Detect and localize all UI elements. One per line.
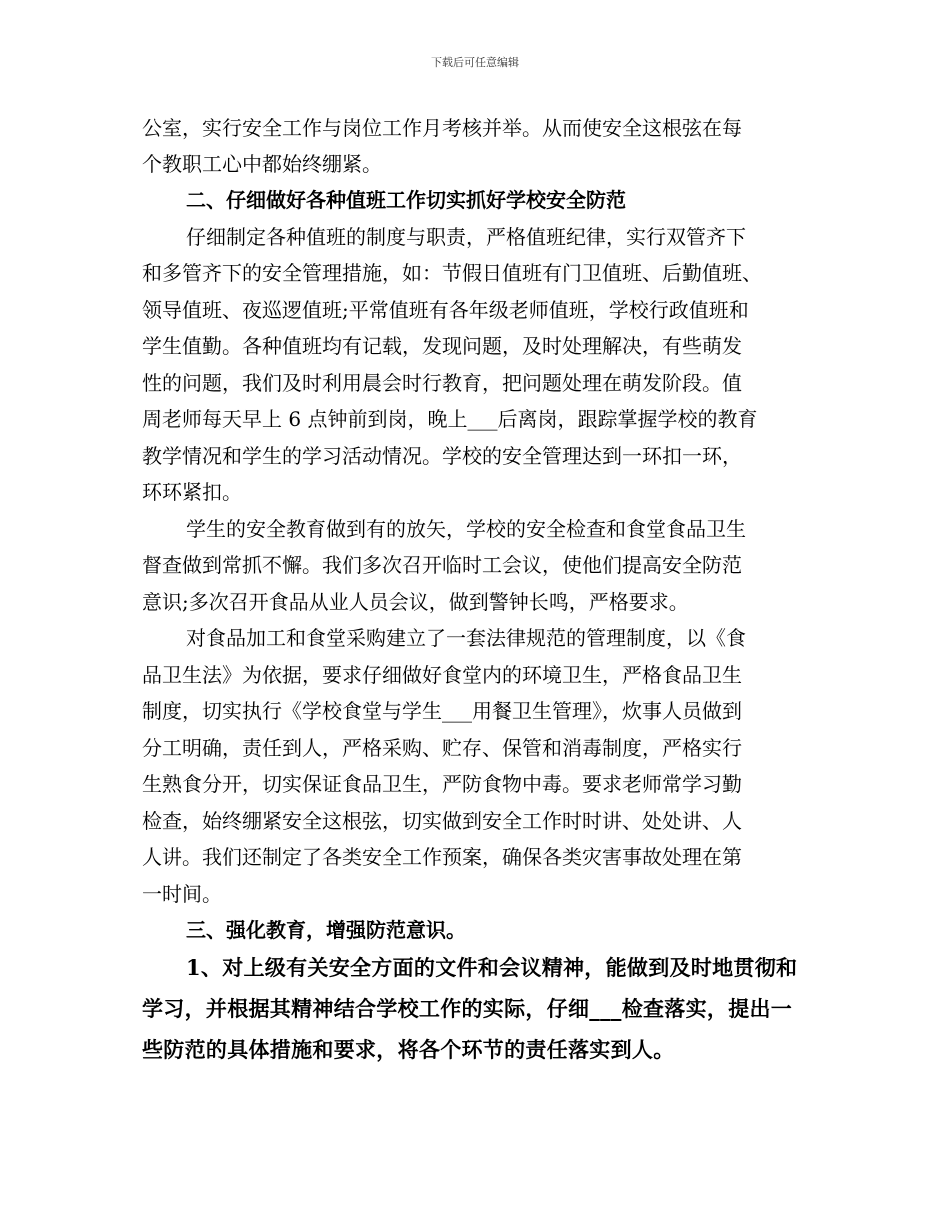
paragraph-line: 检查，始终绷紧安全这根弦，切实做到安全工作时时讲、处处讲、人 xyxy=(142,809,742,833)
paragraph-line: 学生值勤。各种值班均有记载，发现问题，及时处理解决，有些萌发 xyxy=(142,334,742,358)
paragraph-line: 意识;多次召开食品从业人员会议，做到警钟长鸣，严格要求。 xyxy=(142,590,689,614)
paragraph-line: 1、对上级有关安全方面的文件和会议精神，能做到及时地贯彻和 xyxy=(186,955,798,980)
paragraph-line: 对食品加工和食堂采购建立了一套法律规范的管理制度，以《食 xyxy=(186,626,746,650)
page-header: 下载后可任意编辑 xyxy=(431,56,519,69)
paragraph-line: 和多管齐下的安全管理措施，如：节假日值班有门卫值班、后勤值班、 xyxy=(142,261,762,285)
section-heading-2: 二、仔细做好各种值班工作切实抓好学校安全防范 xyxy=(186,188,626,212)
paragraph-line: 学生的安全教育做到有的放矢，学校的安全检查和食堂食品卫生 xyxy=(186,517,746,541)
paragraph-line: 生熟食分开，切实保证食品卫生，严防食物中毒。要求老师常学习勤 xyxy=(142,772,742,796)
paragraph-line: 个教职工心中都始终绷紧。 xyxy=(142,152,382,176)
paragraph-line: 教学情况和学生的学习活动情况。学校的安全管理达到一环扣一环， xyxy=(142,444,742,468)
paragraph-line: 学习，并根据其精神结合学校工作的实际，仔细___检查落实，提出一 xyxy=(142,996,793,1021)
paragraph-line: 周老师每天早上 6 点钟前到岗，晚上___后离岗，跟踪掌握学校的教育 xyxy=(142,407,758,431)
paragraph-line: 领导值班、夜巡逻值班;平常值班有各年级老师值班，学校行政值班和 xyxy=(142,298,749,322)
paragraph-line: 分工明确，责任到人，严格采购、贮存、保管和消毒制度，严格实行 xyxy=(142,736,742,760)
paragraph-line: 一时间。 xyxy=(142,882,222,906)
paragraph-line: 督查做到常抓不懈。我们多次召开临时工会议，使他们提高安全防范 xyxy=(142,553,742,577)
paragraph-line: 公室，实行安全工作与岗位工作月考核并举。从而使安全这根弦在每 xyxy=(142,116,742,140)
paragraph-line: 人讲。我们还制定了各类安全工作预案，确保各类灾害事故处理在第 xyxy=(142,845,742,869)
paragraph-line: 仔细制定各种值班的制度与职责，严格值班纪律，实行双管齐下 xyxy=(186,225,746,249)
paragraph-line: 制度，切实执行《学校食堂与学生___用餐卫生管理》，炊事人员做到 xyxy=(142,699,742,723)
paragraph-line: 品卫生法》为依据，要求仔细做好食堂内的环境卫生，严格食品卫生 xyxy=(142,663,742,687)
paragraph-line: 性的问题，我们及时利用晨会时行教育，把问题处理在萌发阶段。值 xyxy=(142,371,742,395)
paragraph-line: 些防范的具体措施和要求，将各个环节的责任落实到人。 xyxy=(142,1037,675,1062)
paragraph-line: 环环紧扣。 xyxy=(142,480,242,504)
section-heading-3: 三、强化教育，增强防范意识。 xyxy=(186,918,466,942)
